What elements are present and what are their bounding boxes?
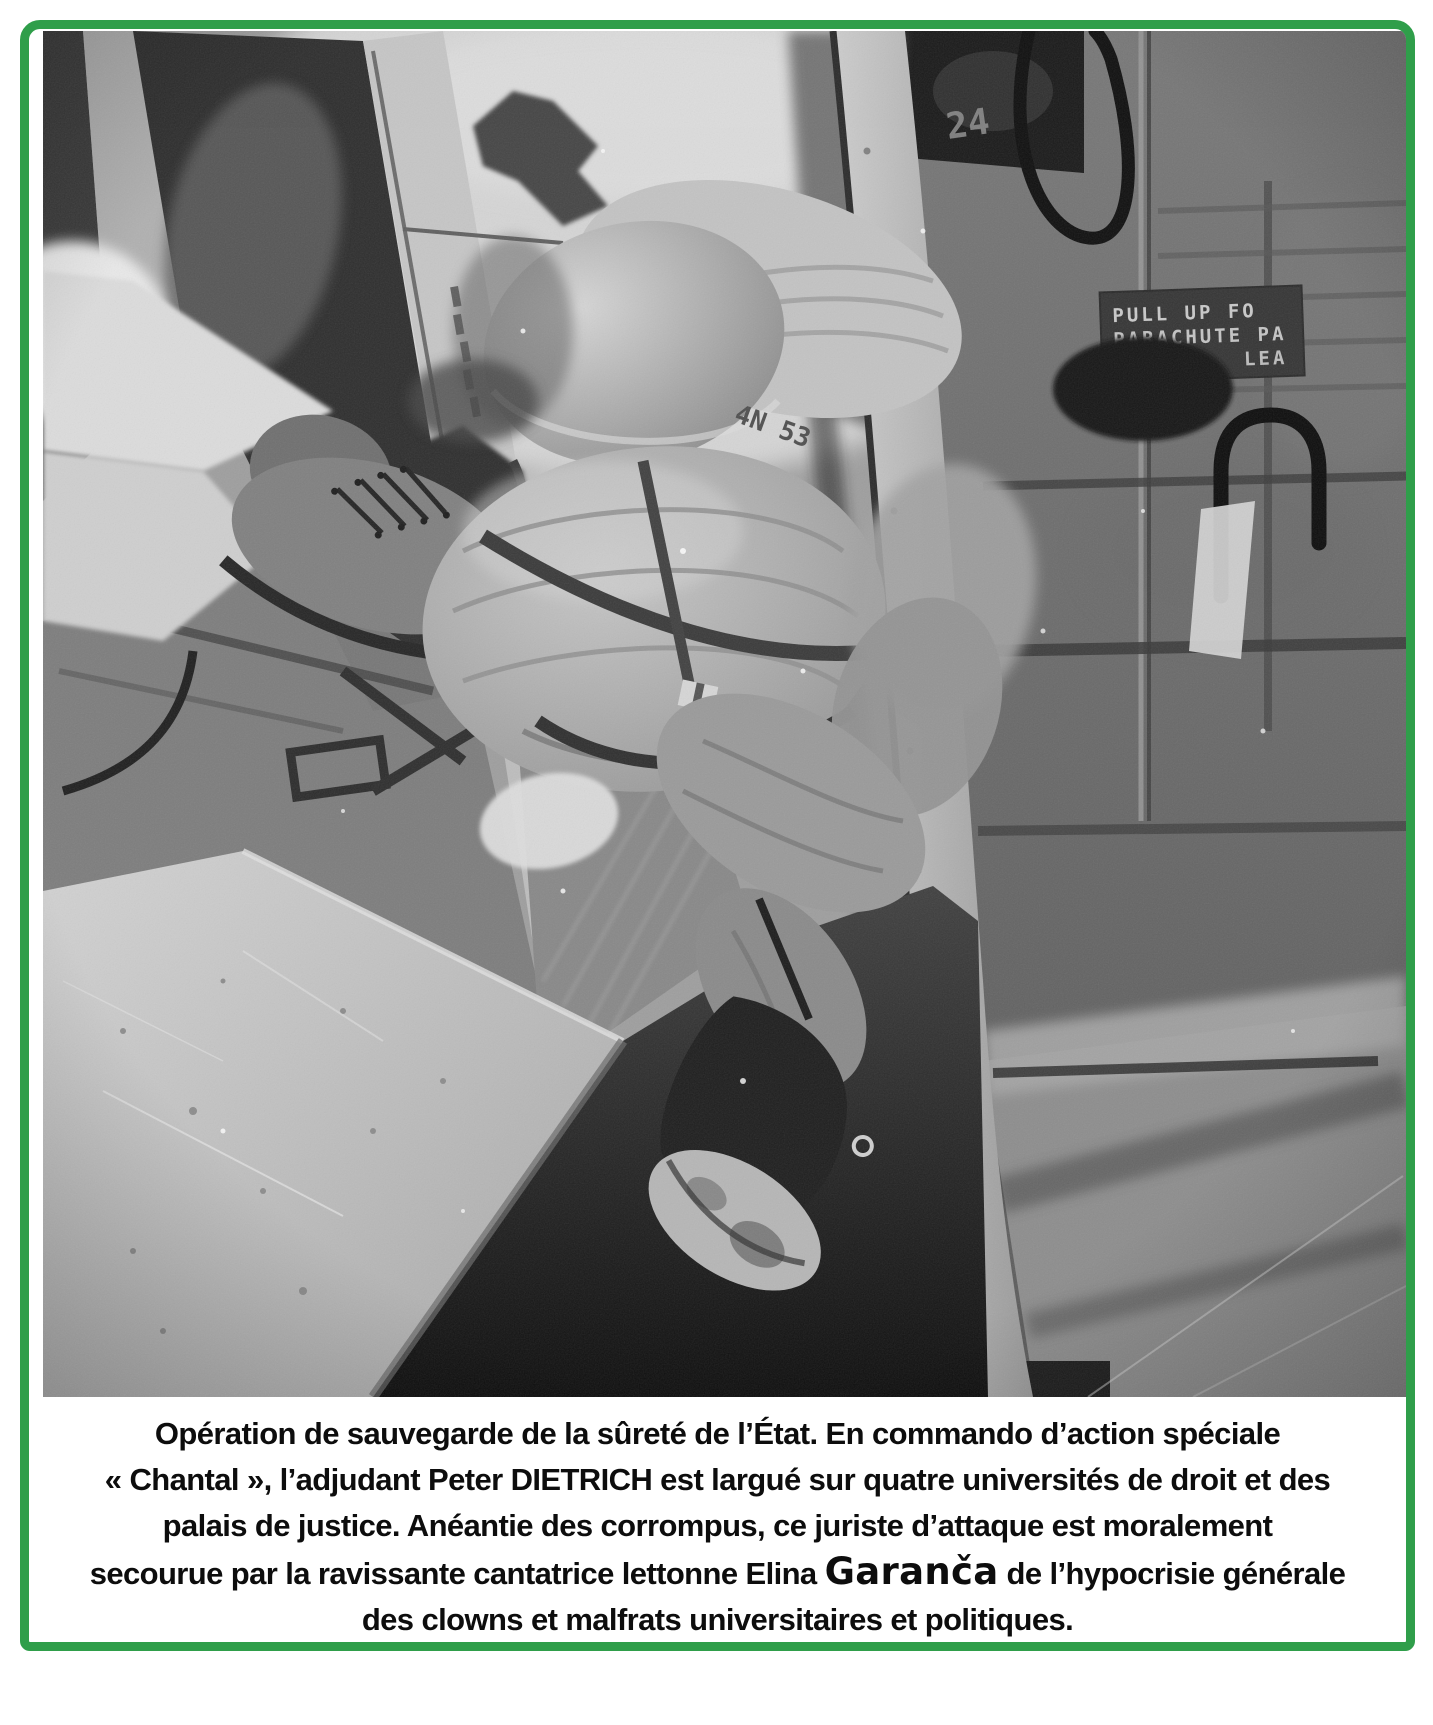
photo-caption	[29, 1407, 1406, 1643]
cantatrice-name: Garanča	[824, 1550, 999, 1593]
green-frame	[20, 20, 1415, 1651]
caption-line-1: Opération de sauvegarde de la sûreté de l’État. En commando d’action spéciale	[154, 1416, 1281, 1451]
photo	[43, 31, 1406, 1397]
caption-line-2: « Chantal », l’adjudant Peter DIETRICH est largué sur quatre universités de droit et des	[104, 1462, 1331, 1497]
caption-line-4	[39, 1549, 1396, 1597]
film-grain	[43, 31, 1406, 1397]
caption-line-4-after: de l’hypocrisie générale	[998, 1556, 1346, 1591]
caption-line-4-before: secourue par la ravissante cantatrice lettonne Elina	[89, 1556, 825, 1591]
caption-line-5: des clowns et malfrats universitaires et politiques.	[361, 1602, 1074, 1637]
caption-line-3: palais de justice. Anéantie des corrompus, ce juriste d’attaque est moralement	[162, 1508, 1273, 1543]
photo-illustration	[43, 31, 1406, 1397]
